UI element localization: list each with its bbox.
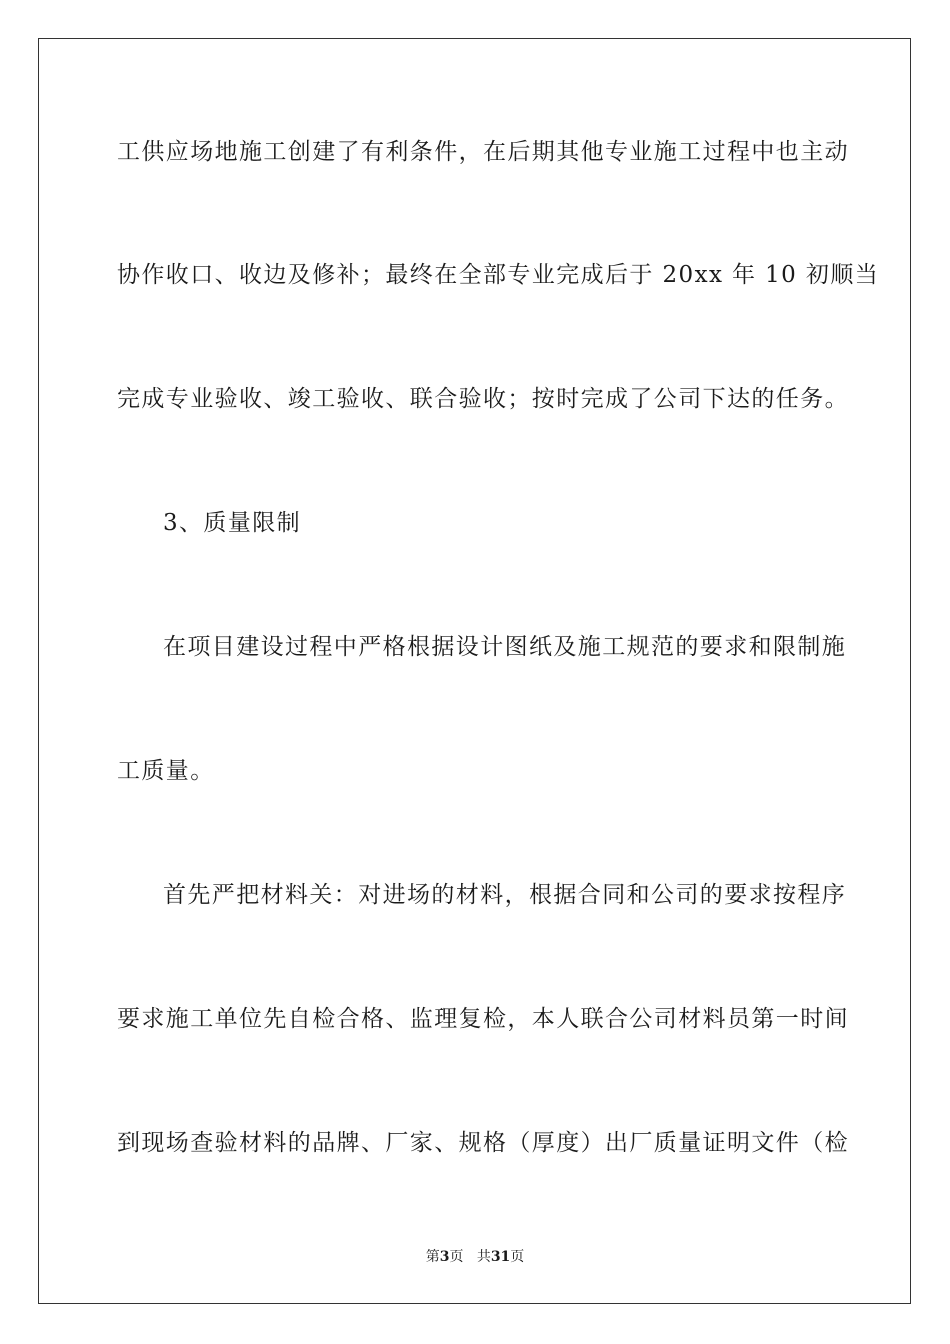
footer-total-prefix: 共 (476, 1249, 491, 1265)
body-text-line: 到现场查验材料的品牌、厂家、规格（厚度）出厂质量证明文件（检 (117, 1130, 849, 1156)
page-footer (0, 1248, 950, 1266)
footer-page-suffix: 页 (449, 1249, 464, 1265)
body-text-line: 工供应场地施工创建了有利条件，在后期其他专业施工过程中也主动 (117, 139, 849, 165)
section-heading: 3、质量限制 (163, 510, 302, 536)
body-text-line: 协作收口、收边及修补；最终在全部专业完成后于 20xx 年 10 初顺当 (117, 262, 880, 288)
page-border (38, 38, 911, 1304)
current-page-number: 3 (439, 1249, 450, 1265)
total-pages-number: 31 (490, 1249, 511, 1265)
body-text-line: 在项目建设过程中严格根据设计图纸及施工规范的要求和限制施 (163, 634, 847, 660)
body-text-line: 要求施工单位先自检合格、监理复检，本人联合公司材料员第一时间 (117, 1006, 849, 1032)
body-text-line: 完成专业验收、竣工验收、联合验收；按时完成了公司下达的任务。 (117, 386, 849, 412)
footer-total-suffix: 页 (510, 1249, 525, 1265)
footer-prefix: 第 (425, 1249, 440, 1265)
body-text-line: 首先严把材料关：对进场的材料，根据合同和公司的要求按程序 (163, 882, 847, 908)
body-text-line: 工质量。 (117, 758, 215, 784)
